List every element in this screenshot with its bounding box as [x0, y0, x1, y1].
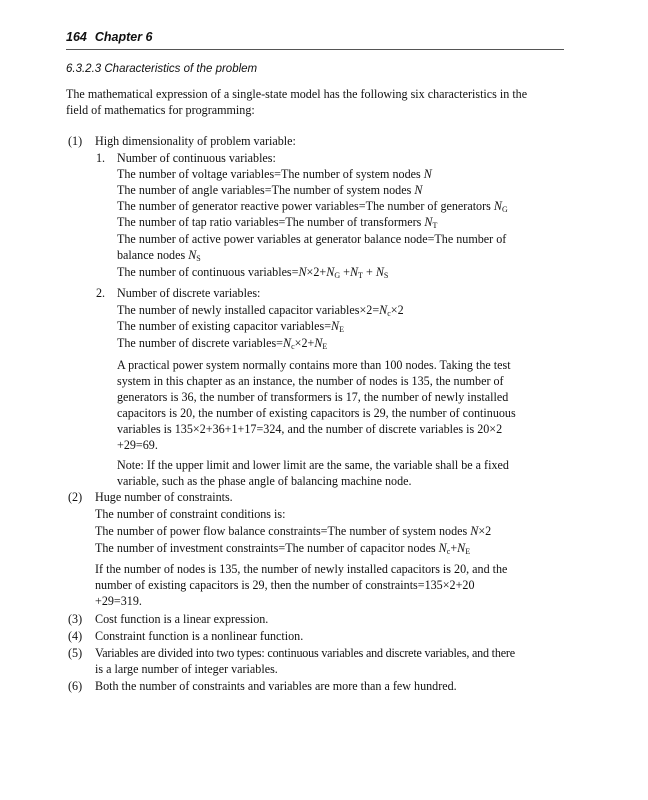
item-text: is a large number of integer variables. [95, 662, 278, 676]
subitem-title: Number of continuous variables: [117, 151, 276, 165]
formula-line: The number of discrete $variables=N_c\times 2+N_E$ [117, 336, 328, 351]
paragraph-line: capacitors is 20, the number of existing capacitors is 29, the number of continuous [117, 406, 516, 420]
subitem-title: Number of discrete variables: [117, 286, 261, 300]
formula-line: The number of investment constraints=The number of capacitor nodes $N_c+N_E$ [95, 541, 471, 556]
formula-line: The number of newly installed capacitor $variables\times 2=N_c\times 2$ [117, 303, 404, 318]
section-title: 6.3.2.3 Characteristics of the problem [66, 63, 258, 75]
intro-line: The mathematical expression of a single-state model has the following six characteristics in the [66, 87, 528, 101]
item-title: High dimensionality of problem variable: [95, 134, 296, 148]
item-title: Huge number of constraints. [95, 490, 233, 504]
text-line: The number of constraint conditions is: [95, 507, 286, 521]
text-line: The number of active power variables at generator balance node=The number of [117, 232, 507, 246]
item-text: Variables are divided into two types: continuous variables and discrete variables, and there [95, 646, 515, 660]
paragraph-line: +29=69. [117, 438, 158, 452]
item-label: (4) [68, 629, 83, 643]
paragraph-line: If the number of nodes is 135, the number of newly installed capacitors is 20, and the [95, 562, 508, 576]
note-line: Note: If the upper limit and lower limit are the same, the variable shall be a fixed [117, 458, 509, 472]
formula-line: The number of power flow balance constraints=The number of system nodes N×2 [95, 524, 492, 538]
paragraph-line: system in this chapter as an instance, the number of nodes is 135, the number of [117, 374, 504, 388]
note-line: variable, such as the phase angle of balancing machine node. [117, 474, 412, 488]
paragraph-line: number of existing capacitors is 29, then the number of constraints=135×2+20 [95, 578, 475, 592]
text-line: balance nodes $N_S$ [117, 248, 201, 263]
item-label: (2) [68, 490, 83, 504]
paragraph-line: A practical power system normally contains more than 100 nodes. Taking the test [117, 358, 511, 372]
item-text: Cost function is a linear expression. [95, 612, 269, 626]
paragraph-line: variables is 135×2+36+1+17=324, and the number of discrete variables is 20×2 [117, 422, 503, 436]
item-text: Both the number of constraints and variables are more than a few hundred. [95, 679, 457, 693]
formula-line: The number of continuous $variables=N\times 2+N_G +N_T + N_S$ [117, 265, 389, 280]
subitem-number: 2. [96, 286, 106, 300]
text-line: The number of voltage variables=The number of system nodes N [117, 167, 432, 181]
text-line: The number of angle variables=The number of system nodes N [117, 183, 423, 197]
paragraph-line: generators is 36, the number of transformers is 17, the number of newly installed [117, 390, 509, 404]
running-header [66, 30, 153, 44]
text-line: The number of generator reactive power variables=The number of generators $N_G$ [117, 199, 508, 214]
formula-line: The number of existing capacitor $variables=N_E$ [117, 319, 344, 334]
page-number: 164 [66, 30, 87, 44]
item-text: Constraint function is a nonlinear function. [95, 629, 304, 643]
header-rule [66, 49, 564, 50]
intro-line: field of mathematics for programming: [66, 103, 255, 117]
item-label: (3) [68, 612, 83, 626]
subitem-number: 1. [96, 151, 106, 165]
chapter-label: Chapter 6 [94, 30, 153, 44]
item-label: (6) [68, 679, 83, 693]
paragraph-line: +29=319. [95, 594, 142, 608]
item-label: (1) [68, 134, 83, 148]
item-label: (5) [68, 646, 83, 660]
text-line: The number of tap ratio variables=The number of transformers $N_T$ [117, 215, 438, 230]
